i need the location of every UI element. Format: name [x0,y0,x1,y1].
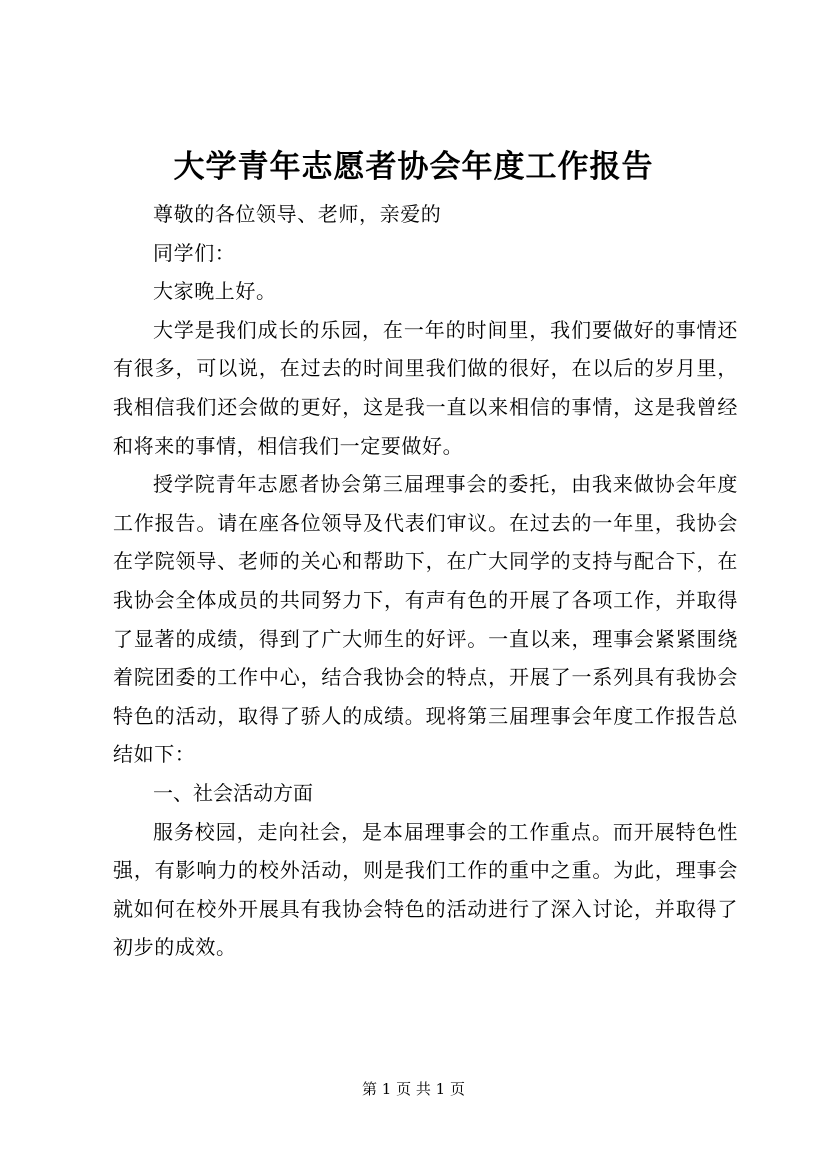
section-heading: 一、社会活动方面 [153,780,313,805]
document-body [113,195,738,967]
salutation-line-2: 同学们： [153,240,236,265]
document-title: 大学青年志愿者协会年度工作报告 [173,149,654,185]
section-paragraph: 服务校园，走向社会，是本届理事会的工作重点。而开展特色性强，有影响力的校外活动，则是我们工作的重中之重。为此，理事会就如何在校外开展具有我协会特色的活动进行了深入讨论，并取得了初步的成效。 [113,819,738,960]
page-footer: 第 1 页 共 1 页 [362,1080,465,1098]
paragraph-2: 授学院青年志愿者协会第三届理事会的委托，由我来做协会年度工作报告。请在座各位领导及代表们审议。在过去的一年里，我协会在学院领导、老师的关心和帮助下，在广大同学的支持与配合下，在我协会全体成员的共同努力下，有声有色的开展了各项工作，并取得了显著的成绩，得到了广大师生的好评。一直以来，理事会紧紧围绕着院团委的工作中心，结合我协会的特点，开展了一系列具有我协会特色的活动，取得了骄人的成绩。现将第三届理事会年度工作报告总结如下： [113,472,738,767]
greeting-line: 大家晚上好。 [153,279,277,304]
paragraph-1: 大学是我们成长的乐园，在一年的时间里，我们要做好的事情还有很多，可以说，在过去的时间里我们做的很好，在以后的岁月里，我相信我们还会做的更好，这是我一直以来相信的事情，这是我曾经和将来的事情，相信我们一定要做好。 [113,317,738,458]
salutation-line-1: 尊敬的各位领导、老师，亲爱的 [153,202,442,226]
